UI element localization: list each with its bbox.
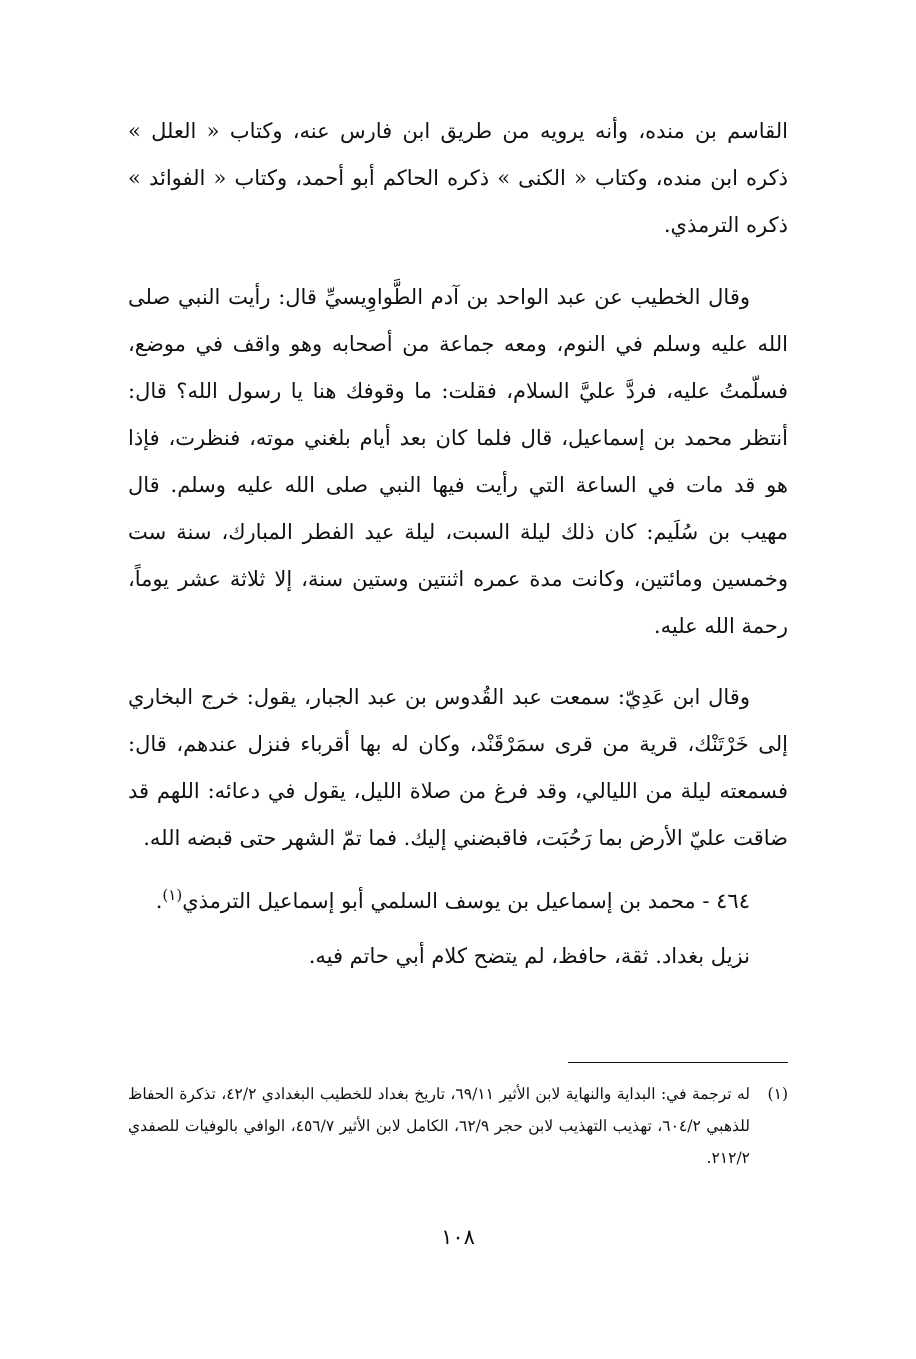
paragraph-dream-narration: وقال الخطيب عن عبد الواحد بن آدم الطَّواوِيسيِّ قال: رأيت النبي صلى الله عليه وسلم في النوم، ومعه جماعة من أصحابه وهو واقف في موضع، فسلّمتُ عليه، فردَّ عليَّ السلام، فقلت: ما وقوفك هنا يا رسول الله؟ قال: أنتظر محمد بن إسماعيل، قال فلما كان بعد أيام بلغني موته، فنظرت، فإذا هو قد مات في الساعة التي رأيت فيها النبي صلى الله عليه وسلم. قال مهيب بن سُلَيم: كان ذلك ليلة السبت، ليلة عيد الفطر المبارك، سنة ست وخمسين ومائتين، وكانت مدة عمره اثنتين وستين سنة، إلا ثلاثة عشر يوماً، رحمة الله عليه. [128,285,788,638]
biography-entry-description: نزيل بغداد. ثقة، حافظ، لم يتضح كلام أبي حاتم فيه. [308,944,750,968]
footnote-divider [568,1062,788,1063]
footnote-marker: (١) [767,1085,788,1103]
biography-entry-heading [128,878,788,925]
page-number: ١٠٨ [441,1225,475,1249]
entry-number: ٤٦٤ - [702,889,750,913]
page-body [128,108,788,980]
paragraph-death-narration: وقال ابن عَدِيّ: سمعت عبد القُدوس بن عبد الجبار، يقول: خرج البخاري إلى خَرْتَنْك، قرية من قرى سمَرْقَنْد، وكان له بها أقرباء فنزل عندهم، قال: فسمعته ليلة من الليالي، وقد فرغ من صلاة الليل، يقول في دعائه: اللهم قد ضاقت عليّ الأرض بما رَحُبَت، فاقبضني إليك. فما تمّ الشهر حتى قبضه الله. [128,685,788,850]
footnote-reference: (١) [162,886,183,904]
footnote-text: له ترجمة في: البداية والنهاية لابن الأثير ٦٩/١١، تاريخ بغداد للخطيب البغدادي ٤٢/٢، تذكرة الحفاظ للذهبي ٦٠٤/٢، تهذيب التهذيب لابن حجر ٦٢/٩، الكامل لابن الأثير ٤٥٦/٧، الوافي بالوفيات للصفدي ٢١٢/٢. [128,1085,751,1167]
entry-end: . [155,889,163,913]
entry-name: محمد بن إسماعيل بن يوسف السلمي أبو إسماعيل الترمذي [182,889,696,913]
footnote [128,1078,788,1174]
paragraph-books: القاسم بن منده، وأنه يرويه من طريق ابن فارس عنه، وكتاب « العلل » ذكره ابن منده، وكتاب « الكنى » ذكره الحاكم أبو أحمد، وكتاب « الفوائد » ذكره الترمذي. [128,119,788,237]
